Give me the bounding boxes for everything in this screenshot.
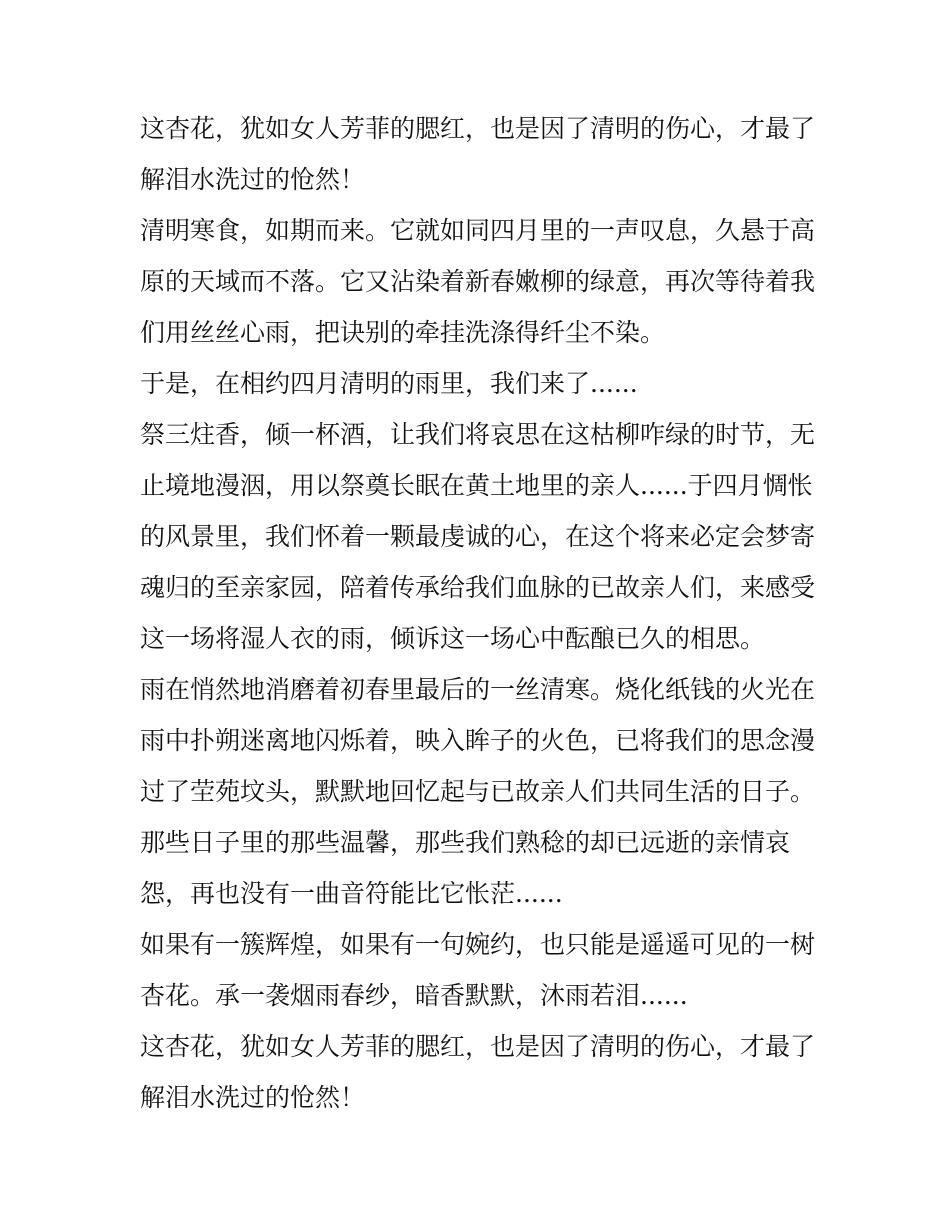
paragraph-2 xyxy=(140,205,820,358)
paragraph-4 xyxy=(140,409,820,664)
text-line: 原的天域而不落。它又沾染着新春嫩柳的绿意，再次等待着我 xyxy=(140,267,816,296)
text-line: 清明寒食，如期而来。它就如同四月里的一声叹息，久悬于高 xyxy=(140,216,816,245)
paragraph-5 xyxy=(140,664,820,919)
paragraph-6 xyxy=(140,919,820,1021)
text-line: 那些日子里的那些温馨，那些我们熟稔的却已远逝的亲情哀 xyxy=(140,828,791,857)
paragraph-7 xyxy=(140,1021,820,1123)
text-line: 祭三炷香，倾一杯酒，让我们将哀思在这枯柳咋绿的时节，无 xyxy=(140,420,816,449)
text-line: 怨，再也没有一曲音符能比它怅茫...... xyxy=(140,879,563,908)
text-line: 的风景里，我们怀着一颗最虔诚的心，在这个将来必定会梦寄 xyxy=(140,522,816,551)
text-line: 雨在悄然地消磨着初春里最后的一丝清寒。烧化纸钱的火光在 xyxy=(140,675,816,704)
text-line: 这杏花，犹如女人芳菲的腮红，也是因了清明的伤心，才最了 xyxy=(140,1032,816,1061)
paragraph-1 xyxy=(140,103,820,205)
text-line: 魂归的至亲家园，陪着传承给我们血脉的已故亲人们，来感受 xyxy=(140,573,816,602)
text-line: 解泪水洗过的怆然！ xyxy=(140,1083,366,1112)
text-line: 这一场将湿人衣的雨，倾诉这一场心中酝酿已久的相思。 xyxy=(140,624,766,653)
text-line: 过了茔苑坟头，默默地回忆起与已故亲人们共同生活的日子。 xyxy=(140,777,816,806)
text-line: 这杏花，犹如女人芳菲的腮红，也是因了清明的伤心，才最了 xyxy=(140,114,816,143)
paragraph-3 xyxy=(140,358,820,409)
text-line: 杏花。承一袭烟雨春纱，暗香默默，沐雨若泪...... xyxy=(140,981,688,1010)
text-line: 如果有一簇辉煌，如果有一句婉约，也只能是遥遥可见的一树 xyxy=(140,930,816,959)
text-line: 止境地漫洇，用以祭奠长眠在黄土地里的亲人......于四月惆怅 xyxy=(140,471,813,500)
text-line: 于是，在相约四月清明的雨里，我们来了...... xyxy=(140,369,638,398)
text-line: 解泪水洗过的怆然！ xyxy=(140,165,366,194)
document-body xyxy=(140,103,820,1123)
text-line: 雨中扑朔迷离地闪烁着，映入眸子的火色，已将我们的思念漫 xyxy=(140,726,816,755)
text-line: 们用丝丝心雨，把诀别的牵挂洗涤得纤尘不染。 xyxy=(140,318,666,347)
